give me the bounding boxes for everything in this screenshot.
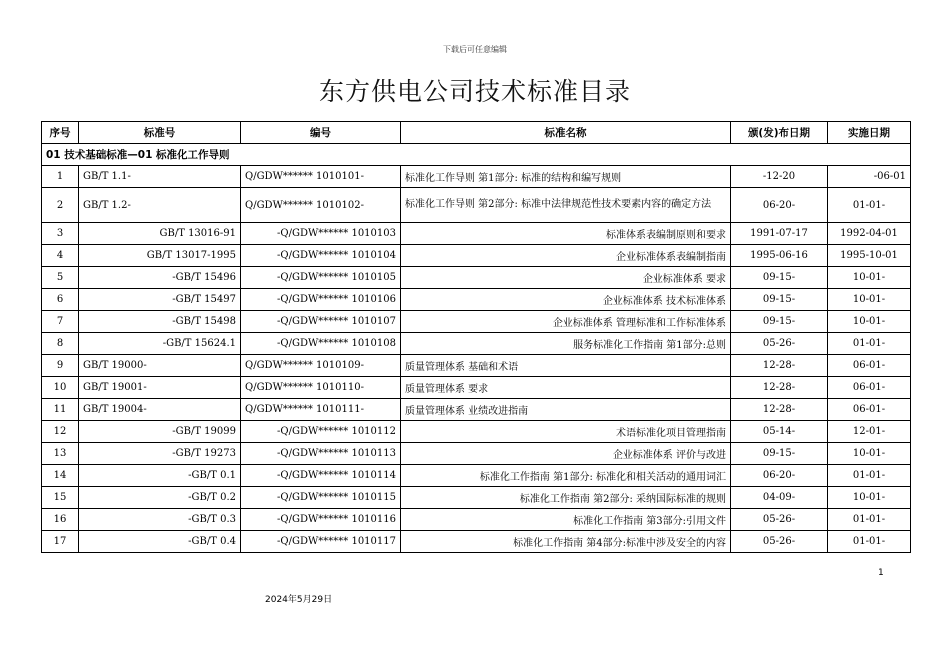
- cell-implement-date: 01-01-: [828, 531, 911, 553]
- cell-implement-date: 01-01-: [828, 333, 911, 355]
- footer-date: 2024年5月29日: [265, 595, 333, 605]
- cell-implement-date: 10-01-: [828, 311, 911, 333]
- cell-no: 5: [42, 267, 79, 289]
- cell-standard-name: 企业标准体系表编制指南: [401, 245, 731, 267]
- cell-code: -Q/GDW****** 1010117: [241, 531, 401, 553]
- table-row: [42, 223, 911, 245]
- cell-standard-number: -GB/T 0.1: [79, 465, 241, 487]
- cell-publish-date: -12-20: [731, 166, 828, 188]
- cell-publish-date: 12-28-: [731, 377, 828, 399]
- cell-standard-number: -GB/T 15497: [79, 289, 241, 311]
- cell-standard-name: 企业标准体系 管理标准和工作标准体系: [401, 311, 731, 333]
- cell-publish-date: 09-15-: [731, 267, 828, 289]
- cell-standard-name: 质量管理体系 基础和术语: [401, 355, 731, 377]
- cell-publish-date: 06-20-: [731, 188, 828, 223]
- cell-standard-name: 标准化工作指南 第2部分: 采纳国际标准的规则: [401, 487, 731, 509]
- table-row: [42, 531, 911, 553]
- cell-no: 4: [42, 245, 79, 267]
- cell-standard-number: GB/T 13016-91: [79, 223, 241, 245]
- col-header-no: 序号: [42, 122, 79, 144]
- cell-code: Q/GDW****** 1010109-: [241, 355, 401, 377]
- cell-standard-name: 质量管理体系 要求: [401, 377, 731, 399]
- cell-implement-date: 01-01-: [828, 188, 911, 223]
- cell-standard-number: GB/T 19004-: [79, 399, 241, 421]
- cell-no: 7: [42, 311, 79, 333]
- cell-code: Q/GDW****** 1010102-: [241, 188, 401, 223]
- cell-publish-date: 12-28-: [731, 355, 828, 377]
- cell-standard-name: 企业标准体系 技术标准体系: [401, 289, 731, 311]
- table-row: [42, 245, 911, 267]
- cell-no: 2: [42, 188, 79, 223]
- page-number: 1: [878, 568, 884, 578]
- cell-standard-number: -GB/T 19099: [79, 421, 241, 443]
- cell-implement-date: 1992-04-01: [828, 223, 911, 245]
- cell-publish-date: 09-15-: [731, 443, 828, 465]
- cell-publish-date: 05-26-: [731, 531, 828, 553]
- cell-no: 6: [42, 289, 79, 311]
- cell-code: -Q/GDW****** 1010104: [241, 245, 401, 267]
- table-row: [42, 333, 911, 355]
- cell-code: -Q/GDW****** 1010103: [241, 223, 401, 245]
- cell-publish-date: 05-14-: [731, 421, 828, 443]
- cell-standard-name: 企业标准体系 评价与改进: [401, 443, 731, 465]
- cell-code: Q/GDW****** 1010101-: [241, 166, 401, 188]
- cell-standard-name: 标准化工作导则 第2部分: 标准中法律规范性技术要素内容的确定方法: [401, 188, 731, 223]
- cell-publish-date: 05-26-: [731, 333, 828, 355]
- cell-standard-number: -GB/T 15496: [79, 267, 241, 289]
- cell-standard-number: GB/T 13017-1995: [79, 245, 241, 267]
- cell-implement-date: 10-01-: [828, 487, 911, 509]
- cell-no: 17: [42, 531, 79, 553]
- cell-implement-date: 10-01-: [828, 443, 911, 465]
- cell-standard-name: 术语标准化项目管理指南: [401, 421, 731, 443]
- cell-no: 3: [42, 223, 79, 245]
- cell-standard-number: -GB/T 0.2: [79, 487, 241, 509]
- cell-code: -Q/GDW****** 1010105: [241, 267, 401, 289]
- cell-publish-date: 06-20-: [731, 465, 828, 487]
- table-row: [42, 166, 911, 188]
- cell-publish-date: 1995-06-16: [731, 245, 828, 267]
- cell-code: -Q/GDW****** 1010106: [241, 289, 401, 311]
- cell-standard-number: -GB/T 15624.1: [79, 333, 241, 355]
- cell-no: 1: [42, 166, 79, 188]
- cell-no: 11: [42, 399, 79, 421]
- cell-no: 12: [42, 421, 79, 443]
- cell-no: 9: [42, 355, 79, 377]
- cell-standard-name: 标准化工作指南 第4部分:标准中涉及安全的内容: [401, 531, 731, 553]
- cell-publish-date: 1991-07-17: [731, 223, 828, 245]
- table-row: [42, 399, 911, 421]
- table-row: [42, 289, 911, 311]
- cell-code: -Q/GDW****** 1010112: [241, 421, 401, 443]
- cell-standard-number: -GB/T 0.3: [79, 509, 241, 531]
- cell-code: -Q/GDW****** 1010107: [241, 311, 401, 333]
- cell-standard-number: -GB/T 0.4: [79, 531, 241, 553]
- cell-standard-name: 标准化工作指南 第3部分:引用文件: [401, 509, 731, 531]
- table-row: [42, 487, 911, 509]
- cell-implement-date: 06-01-: [828, 399, 911, 421]
- table-row: [42, 421, 911, 443]
- cell-code: -Q/GDW****** 1010108: [241, 333, 401, 355]
- cell-standard-number: GB/T 19000-: [79, 355, 241, 377]
- col-header-standard-number: 标准号: [79, 122, 241, 144]
- cell-publish-date: 05-26-: [731, 509, 828, 531]
- col-header-code: 编号: [241, 122, 401, 144]
- section-title: 01 技术基础标准—01 标准化工作导则: [42, 144, 911, 166]
- cell-implement-date: 01-01-: [828, 509, 911, 531]
- col-header-implement-date: 实施日期: [828, 122, 911, 144]
- table-header-row: [42, 122, 911, 144]
- cell-no: 15: [42, 487, 79, 509]
- cell-implement-date: 01-01-: [828, 465, 911, 487]
- table-row: [42, 443, 911, 465]
- cell-standard-number: -GB/T 19273: [79, 443, 241, 465]
- cell-standard-number: GB/T 1.2-: [79, 188, 241, 223]
- cell-code: -Q/GDW****** 1010114: [241, 465, 401, 487]
- cell-standard-name: 标准体系表编制原则和要求: [401, 223, 731, 245]
- section-row: [42, 144, 911, 166]
- table-row: [42, 355, 911, 377]
- table-row: [42, 311, 911, 333]
- cell-standard-number: -GB/T 15498: [79, 311, 241, 333]
- cell-standard-name: 服务标准化工作指南 第1部分:总则: [401, 333, 731, 355]
- cell-code: Q/GDW****** 1010111-: [241, 399, 401, 421]
- cell-standard-name: 标准化工作导则 第1部分: 标准的结构和编写规则: [401, 166, 731, 188]
- cell-no: 13: [42, 443, 79, 465]
- cell-publish-date: 04-09-: [731, 487, 828, 509]
- cell-no: 14: [42, 465, 79, 487]
- cell-code: -Q/GDW****** 1010113: [241, 443, 401, 465]
- cell-publish-date: 09-15-: [731, 311, 828, 333]
- cell-implement-date: 1995-10-01: [828, 245, 911, 267]
- page-title: 东方供电公司技术标准目录: [318, 77, 631, 106]
- cell-code: Q/GDW****** 1010110-: [241, 377, 401, 399]
- cell-implement-date: -06-01: [828, 166, 911, 188]
- cell-implement-date: 06-01-: [828, 377, 911, 399]
- cell-no: 8: [42, 333, 79, 355]
- cell-publish-date: 12-28-: [731, 399, 828, 421]
- cell-standard-number: GB/T 1.1-: [79, 166, 241, 188]
- table-row: [42, 188, 911, 223]
- col-header-publish-date: 颁(发)布日期: [731, 122, 828, 144]
- cell-no: 10: [42, 377, 79, 399]
- cell-code: -Q/GDW****** 1010116: [241, 509, 401, 531]
- standards-table: [41, 121, 911, 553]
- cell-standard-name: 质量管理体系 业绩改进指南: [401, 399, 731, 421]
- cell-standard-name: 企业标准体系 要求: [401, 267, 731, 289]
- cell-implement-date: 12-01-: [828, 421, 911, 443]
- cell-no: 16: [42, 509, 79, 531]
- cell-publish-date: 09-15-: [731, 289, 828, 311]
- table-row: [42, 377, 911, 399]
- header-note: 下载后可任意编辑: [443, 45, 507, 54]
- table-row: [42, 267, 911, 289]
- cell-code: -Q/GDW****** 1010115: [241, 487, 401, 509]
- cell-standard-number: GB/T 19001-: [79, 377, 241, 399]
- cell-implement-date: 10-01-: [828, 289, 911, 311]
- cell-standard-name: 标准化工作指南 第1部分: 标准化和相关活动的通用词汇: [401, 465, 731, 487]
- table-row: [42, 509, 911, 531]
- table-row: [42, 465, 911, 487]
- col-header-standard-name: 标准名称: [401, 122, 731, 144]
- cell-implement-date: 06-01-: [828, 355, 911, 377]
- cell-implement-date: 10-01-: [828, 267, 911, 289]
